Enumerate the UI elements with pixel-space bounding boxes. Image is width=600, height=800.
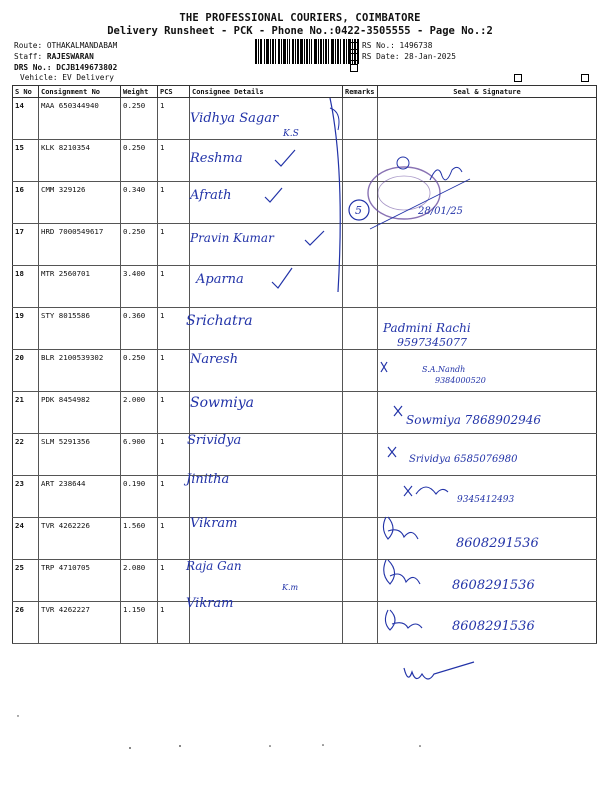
cell-consignment: TVR 4262227 — [39, 602, 121, 644]
cell-pcs: 1 — [158, 476, 190, 518]
cell-weight: 6.900 — [121, 434, 158, 476]
cell-sno: 25 — [13, 560, 39, 602]
cell-pcs: 1 — [158, 140, 190, 182]
table-row — [13, 266, 597, 308]
cell-pcs: 1 — [158, 266, 190, 308]
handwritten-name: Vidhya Sagar — [190, 111, 279, 126]
seal-note: 8608291536 — [452, 578, 535, 593]
cell-consignee — [190, 476, 343, 518]
check-box — [350, 42, 358, 50]
seal-note: 9597345077 — [397, 336, 467, 349]
cell-consignment: STY 8015586 — [39, 308, 121, 350]
cell-pcs: 1 — [158, 98, 190, 140]
table-row — [13, 308, 597, 350]
cell-sno: 14 — [13, 98, 39, 140]
runsheet-table — [12, 85, 597, 644]
cell-consignee — [190, 392, 343, 434]
handwritten-name: Sowmiya — [190, 395, 255, 411]
cell-consignment: PDK 8454982 — [39, 392, 121, 434]
seal-note: Sowmiya 7868902946 — [406, 413, 542, 427]
staff-label: Staff: — [14, 52, 43, 61]
handwritten-name: K.S — [283, 129, 299, 139]
table-row — [13, 434, 597, 476]
cell-seal — [378, 308, 597, 350]
cell-sno: 20 — [13, 350, 39, 392]
seal-note: 8608291536 — [452, 619, 535, 634]
cell-sno: 17 — [13, 224, 39, 266]
cell-consignee — [190, 266, 343, 308]
cell-consignment: MTR 2560701 — [39, 266, 121, 308]
cell-seal — [378, 560, 597, 602]
header-remarks: Remarks — [343, 86, 378, 98]
cell-sno: 18 — [13, 266, 39, 308]
header-consignment: Consignment No — [39, 86, 121, 98]
cell-sno: 24 — [13, 518, 39, 560]
cell-remarks — [343, 182, 378, 224]
cell-consignee — [190, 434, 343, 476]
handwritten-name: Srichatra — [186, 313, 253, 329]
seal-note: 8608291536 — [456, 536, 539, 551]
cell-consignment: TRP 4710705 — [39, 560, 121, 602]
handwritten-name: Afrath — [190, 188, 232, 203]
cell-sno: 21 — [13, 392, 39, 434]
cell-weight: 0.250 — [121, 98, 158, 140]
cell-seal — [378, 182, 597, 224]
stamp-date: 28/01/25 — [418, 206, 463, 217]
seal-note: Padmini Rachi — [383, 321, 471, 335]
handwritten-name: Raja Gan — [186, 559, 242, 573]
handwritten-name: Jinitha — [186, 472, 230, 487]
cell-consignment: KLK 8210354 — [39, 140, 121, 182]
cell-remarks — [343, 98, 378, 140]
cell-sno: 19 — [13, 308, 39, 350]
cell-remarks — [343, 476, 378, 518]
cell-pcs: 1 — [158, 560, 190, 602]
cell-sno: 16 — [13, 182, 39, 224]
handwritten-name: Aparna — [196, 272, 244, 287]
staff-value: RAJESWARAN — [46, 52, 94, 61]
drs-value: DCJB149673802 — [56, 63, 118, 72]
cell-remarks — [343, 308, 378, 350]
handwritten-name: Vikram — [190, 516, 238, 531]
cell-weight: 1.560 — [121, 518, 158, 560]
header-pcs: PCS — [158, 86, 190, 98]
seal-note: 9384000520 — [435, 376, 486, 385]
checkbox-column — [350, 42, 358, 75]
header-seal: Seal & Signature — [378, 86, 597, 98]
cell-pcs: 1 — [158, 224, 190, 266]
drs-info — [14, 63, 117, 72]
vehicle-label: Vehicle: EV Delivery — [20, 73, 114, 82]
cell-remarks — [343, 602, 378, 644]
cell-remarks — [343, 392, 378, 434]
cell-sno: 26 — [13, 602, 39, 644]
cell-pcs: 1 — [158, 350, 190, 392]
barcode — [255, 39, 359, 64]
cell-weight: 0.360 — [121, 308, 158, 350]
seal-note: 9345412493 — [457, 495, 515, 505]
check-box — [350, 53, 358, 61]
cell-seal — [378, 434, 597, 476]
cell-weight: 0.250 — [121, 350, 158, 392]
cell-weight: 0.190 — [121, 476, 158, 518]
cell-consignee — [190, 602, 343, 644]
handwritten-name: Reshma — [190, 151, 243, 166]
cell-pcs: 1 — [158, 182, 190, 224]
header-weight: Weight — [121, 86, 158, 98]
cell-pcs: 1 — [158, 392, 190, 434]
cell-weight: 0.250 — [121, 224, 158, 266]
cell-seal — [378, 476, 597, 518]
table-row — [13, 518, 597, 560]
cell-consignment: BLR 2100539302 — [39, 350, 121, 392]
corner-box — [581, 74, 589, 82]
table-row — [13, 560, 597, 602]
table-row — [13, 98, 597, 140]
cell-consignee — [190, 518, 343, 560]
cell-sno: 22 — [13, 434, 39, 476]
cell-weight: 3.400 — [121, 266, 158, 308]
cell-consignee — [190, 140, 343, 182]
cell-seal — [378, 266, 597, 308]
table-row — [13, 602, 597, 644]
cell-consignment: MAA 650344940 — [39, 98, 121, 140]
cell-sno: 23 — [13, 476, 39, 518]
cell-remarks — [343, 140, 378, 182]
cell-weight: 0.340 — [121, 182, 158, 224]
table-row — [13, 140, 597, 182]
seal-note: Srividya 6585076980 — [409, 454, 518, 465]
cell-pcs: 1 — [158, 518, 190, 560]
cell-pcs: 1 — [158, 602, 190, 644]
cell-consignment: ART 238644 — [39, 476, 121, 518]
handwritten-name: Naresh — [190, 352, 239, 367]
header-consignee: Consignee Details — [190, 86, 343, 98]
cell-pcs: 1 — [158, 434, 190, 476]
rs-date: RS Date: 28-Jan-2025 — [362, 52, 456, 61]
staff-info — [14, 52, 94, 61]
cell-consignment: HRD 7000549617 — [39, 224, 121, 266]
cell-consignment: TVR 4262226 — [39, 518, 121, 560]
runsheet-title: THE PROFESSIONAL COURIERS, COIMBATORE — [179, 12, 421, 24]
check-box — [350, 64, 358, 72]
cell-remarks — [343, 266, 378, 308]
stamp-number: 5 — [355, 204, 362, 217]
header-sno: S No — [13, 86, 39, 98]
cell-weight: 1.150 — [121, 602, 158, 644]
cell-consignee — [190, 224, 343, 266]
cell-remarks — [343, 350, 378, 392]
cell-seal — [378, 98, 597, 140]
runsheet-subtitle: Delivery Runsheet - PCK - Phone No.:0422-3505555 - Page No.:2 — [107, 25, 493, 37]
table-row — [13, 224, 597, 266]
cell-consignee — [190, 350, 343, 392]
cell-weight: 0.250 — [121, 140, 158, 182]
cell-pcs: 1 — [158, 308, 190, 350]
bottom-signature — [404, 662, 474, 679]
corner-box — [514, 74, 522, 82]
cell-remarks — [343, 560, 378, 602]
table-row — [13, 476, 597, 518]
handwritten-name: Vikram — [186, 596, 234, 611]
cell-consignment: CMM 329126 — [39, 182, 121, 224]
cell-remarks — [343, 224, 378, 266]
cell-seal — [378, 350, 597, 392]
cell-consignee — [190, 182, 343, 224]
cell-seal — [378, 518, 597, 560]
handwritten-name: Srividya — [187, 433, 242, 448]
cell-seal — [378, 140, 597, 182]
cell-consignment: SLM 5291356 — [39, 434, 121, 476]
cell-weight: 2.080 — [121, 560, 158, 602]
rs-number: RS No.: 1496738 — [362, 41, 433, 50]
drs-label: DRS No.: — [14, 63, 52, 72]
cell-seal — [378, 224, 597, 266]
cell-remarks — [343, 434, 378, 476]
cell-weight: 2.000 — [121, 392, 158, 434]
cell-seal — [378, 392, 597, 434]
cell-consignee — [190, 308, 343, 350]
route-label: Route: OTHAKALMANDABAM — [14, 41, 118, 50]
table-row — [13, 350, 597, 392]
seal-note: S.A.Nandh — [422, 365, 466, 374]
table-row — [13, 392, 597, 434]
table-header-row — [13, 86, 597, 98]
cell-remarks — [343, 518, 378, 560]
table-row — [13, 182, 597, 224]
cell-sno: 15 — [13, 140, 39, 182]
handwritten-name: Pravin Kumar — [190, 231, 274, 245]
cell-seal — [378, 602, 597, 644]
handwritten-name: K.m — [282, 583, 299, 592]
cell-consignee — [190, 98, 343, 140]
cell-consignee — [190, 560, 343, 602]
